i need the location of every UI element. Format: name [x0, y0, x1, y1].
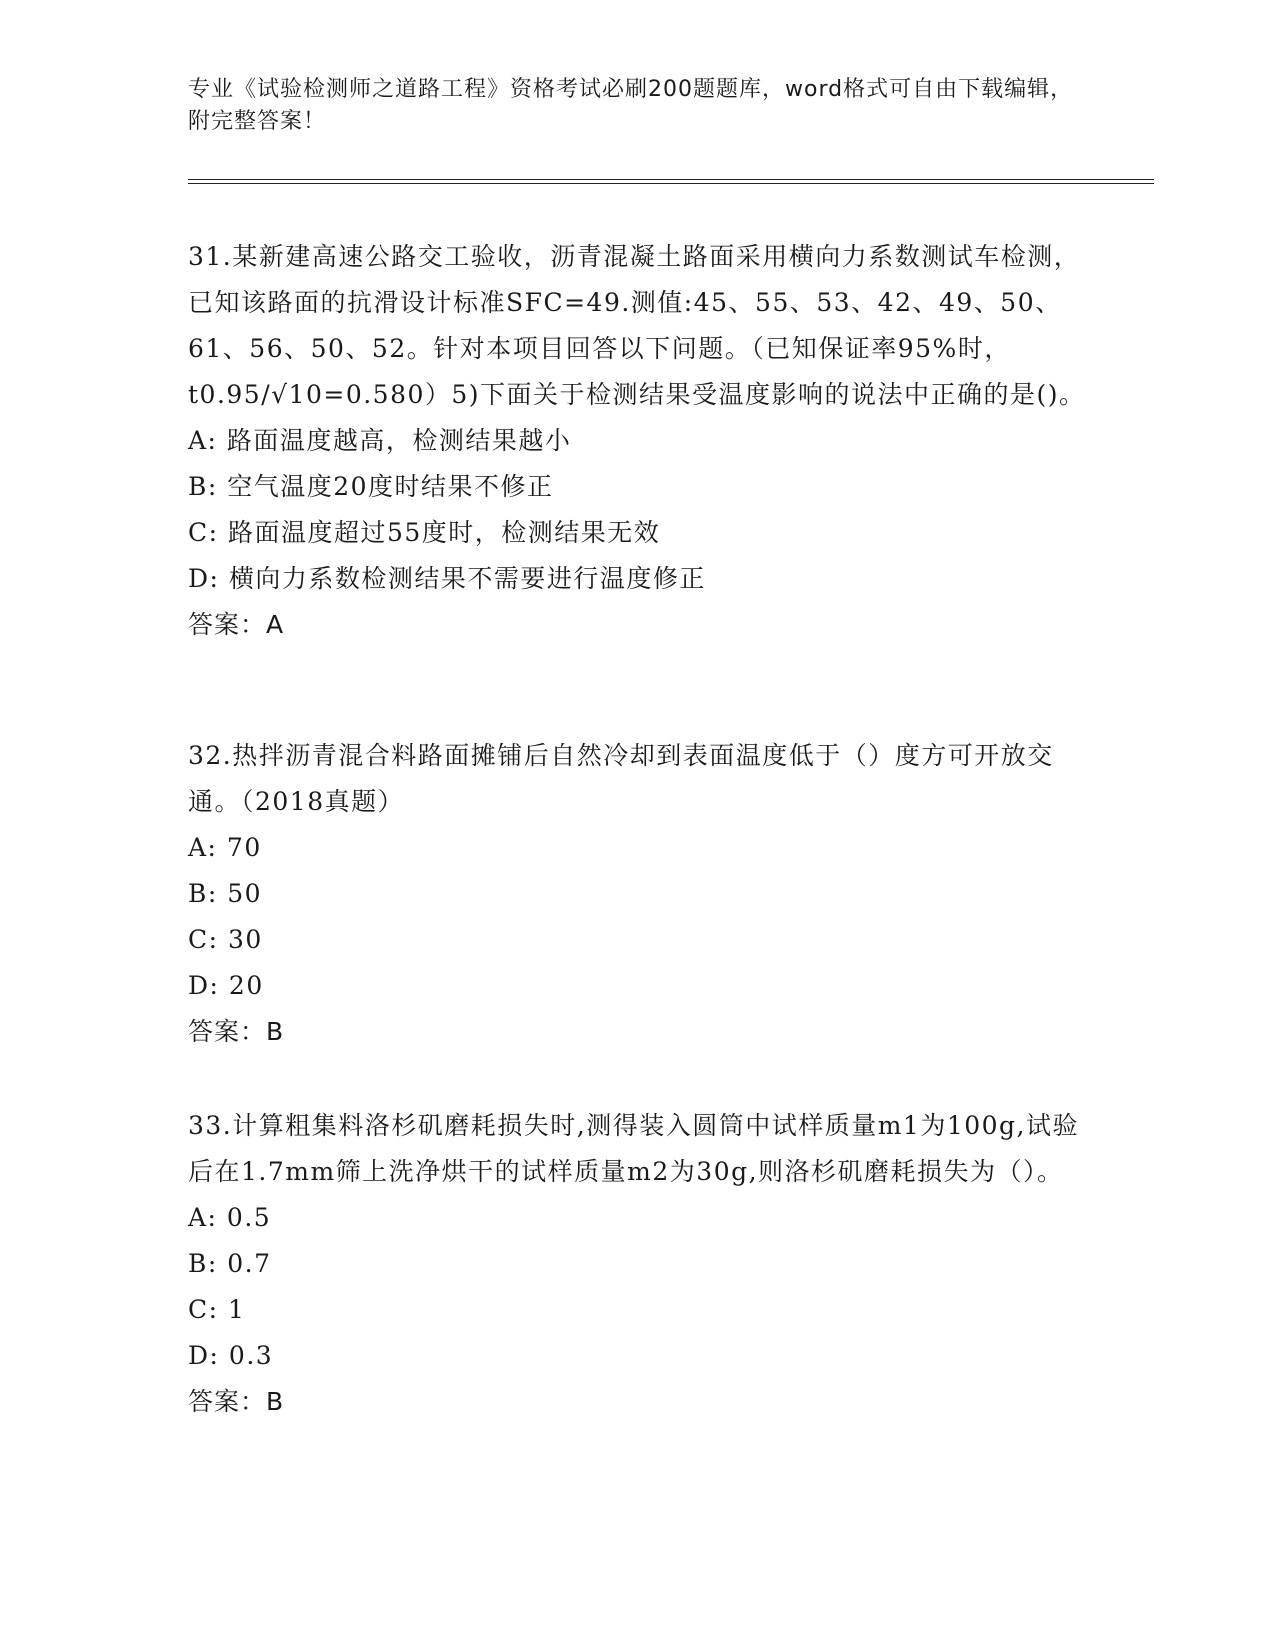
option-d: D: 横向力系数检测结果不需要进行温度修正 — [188, 564, 706, 593]
option-a: A: 0.5 — [188, 1203, 272, 1232]
answer-line: 答案：B — [188, 1017, 285, 1046]
document-header — [188, 74, 1088, 138]
question-31 — [188, 234, 1088, 648]
option-c: C: 路面温度超过55度时，检测结果无效 — [188, 518, 661, 547]
option-b: B: 50 — [188, 879, 263, 908]
question-33 — [188, 1103, 1088, 1425]
option-a: A: 70 — [188, 833, 262, 862]
header-divider-bottom — [188, 183, 1154, 184]
question-32 — [188, 733, 1088, 1055]
option-d: D: 20 — [188, 971, 264, 1000]
answer-line: 答案：B — [188, 1387, 285, 1416]
option-b: B: 0.7 — [188, 1249, 272, 1278]
option-d: D: 0.3 — [188, 1341, 274, 1370]
header-intro-text: 专业《试验检测师之道路工程》资格考试必刷200题题库，word格式可自由下载编辑，附完整答案！ — [188, 77, 1074, 134]
question-stem: 33.计算粗集料洛杉矶磨耗损失时,测得装入圆筒中试样质量m1为100g,试验后在1.7mm筛上洗净烘干的试样质量m2为30g,则洛杉矶磨耗损失为（）。 — [188, 1111, 1079, 1186]
option-c: C: 1 — [188, 1295, 246, 1324]
option-c: C: 30 — [188, 925, 263, 954]
question-stem: 32.热拌沥青混合料路面摊铺后自然冷却到表面温度低于（）度方可开放交通。（2018真题） — [188, 741, 1054, 816]
option-a: A: 路面温度越高，检测结果越小 — [188, 426, 572, 455]
answer-line: 答案：A — [188, 610, 285, 639]
header-divider-top — [188, 179, 1154, 180]
option-b: B: 空气温度20度时结果不修正 — [188, 472, 554, 501]
question-stem: 31.某新建高速公路交工验收，沥青混凝土路面采用横向力系数测试车检测，已知该路面的抗滑设计标准SFC=49.测值:45、55、53、42、49、50、61、56、50、52。针对本项目回答以下问题。（已知保证率95%时，t0.95/√10=0.580）5)下面关于检测结果受温度影响的说法中正确的是()。 — [188, 242, 1086, 409]
